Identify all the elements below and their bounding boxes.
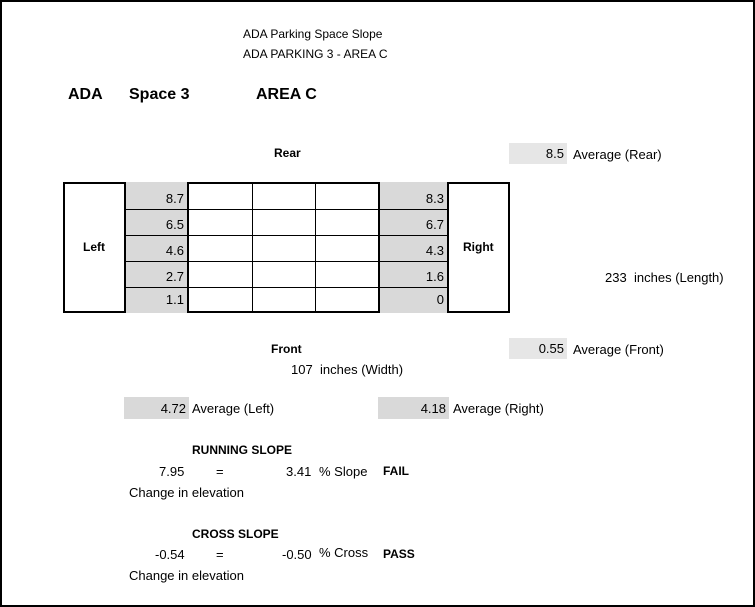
running-equals: = <box>216 464 224 479</box>
page-title: ADA Parking Space Slope <box>243 27 383 41</box>
area-label: AREA C <box>256 86 317 103</box>
right-value-1: 8.3 <box>425 191 444 206</box>
left-average-value: 4.72 <box>124 397 189 419</box>
right-value-4: 1.6 <box>425 269 444 284</box>
left-value-4: 2.7 <box>165 269 184 284</box>
running-caption: Change in elevation <box>129 485 244 500</box>
cross-result: PASS <box>383 547 415 561</box>
cross-change-value: -0.54 <box>155 547 185 562</box>
running-change-value: 7.95 <box>159 464 185 479</box>
right-value-3: 4.3 <box>425 243 444 258</box>
cross-slope-value: -0.50 <box>282 547 312 562</box>
front-label: Front <box>271 342 302 356</box>
cross-slope-title: CROSS SLOPE <box>192 527 279 541</box>
right-side-label: Right <box>463 240 494 254</box>
right-value-5: 0 <box>436 292 444 307</box>
left-value-2: 6.5 <box>165 217 184 232</box>
rear-average-label: Average (Rear) <box>573 147 662 162</box>
ada-label: ADA <box>68 86 103 103</box>
length-value: 233 <box>605 270 627 285</box>
width-value: 107 <box>291 362 313 377</box>
left-value-5: 1.1 <box>165 292 184 307</box>
rear-label: Rear <box>274 146 301 160</box>
right-average-value: 4.18 <box>378 397 449 419</box>
width-label: inches (Width) <box>320 362 404 377</box>
running-slope-title: RUNNING SLOPE <box>192 443 293 457</box>
cross-equals: = <box>216 547 224 562</box>
running-result: FAIL <box>383 464 409 478</box>
parking-space-grid <box>63 182 510 313</box>
right-average-label: Average (Right) <box>453 401 544 416</box>
cross-caption: Change in elevation <box>129 568 244 583</box>
left-average-label: Average (Left) <box>192 401 275 416</box>
front-average-value: 0.55 <box>509 338 567 359</box>
left-value-3: 4.6 <box>165 243 184 258</box>
space-label: Space 3 <box>129 86 190 103</box>
left-side-label: Left <box>83 240 105 254</box>
front-average-label: Average (Front) <box>573 342 664 357</box>
running-slope-value: 3.41 <box>286 464 312 479</box>
running-slope-unit: % Slope <box>319 464 368 479</box>
length-label: inches (Length) <box>634 270 724 285</box>
left-value-1: 8.7 <box>165 191 184 206</box>
page-subtitle: ADA PARKING 3 - AREA C <box>243 47 388 61</box>
rear-average-value: 8.5 <box>509 143 567 164</box>
cross-slope-unit: % Cross <box>319 545 369 560</box>
right-value-2: 6.7 <box>425 217 444 232</box>
